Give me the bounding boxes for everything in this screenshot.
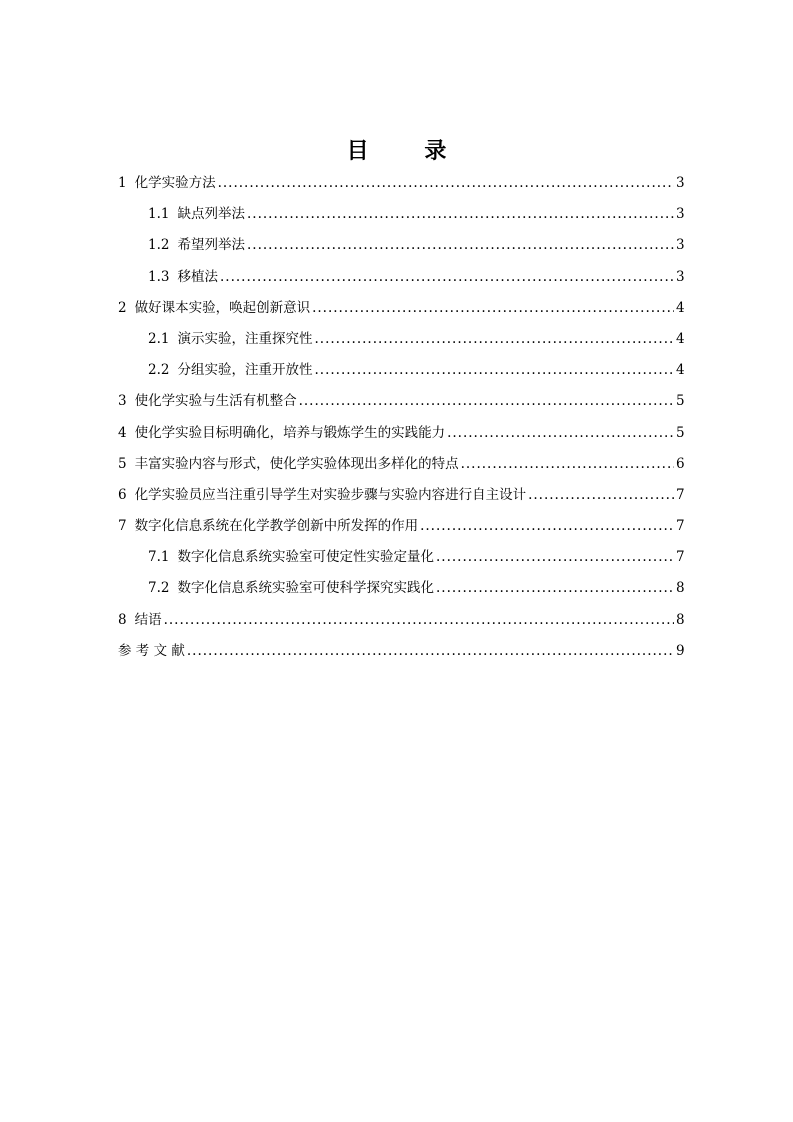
toc-entry-number: 5 — [118, 455, 127, 472]
toc-entry-page: 8 — [676, 611, 685, 628]
toc-entry-label: 分组实验，注重开放性 — [177, 362, 313, 379]
toc-entry-page: 4 — [676, 330, 685, 347]
toc-entry-page: 8 — [676, 580, 685, 597]
toc-entry-number: 7.2 — [148, 580, 170, 597]
toc-entry[interactable] — [118, 171, 684, 202]
toc-entry-page: 7 — [676, 518, 685, 535]
toc-entry-page: 5 — [676, 424, 685, 441]
toc-entry[interactable] — [118, 545, 684, 576]
toc-entry-label: 数字化信息系统在化学教学创新中所发挥的作用 — [134, 518, 419, 535]
toc-entry-page: 7 — [676, 549, 685, 566]
toc-entry-label: 做好课本实验，唤起创新意识 — [134, 299, 311, 316]
dot-leader — [247, 237, 674, 253]
table-of-contents — [118, 171, 684, 670]
dot-leader — [312, 300, 674, 316]
toc-entry-page: 4 — [676, 299, 685, 316]
toc-entry-page: 7 — [676, 486, 685, 503]
toc-entry-number: 6 — [118, 486, 127, 503]
dot-leader — [247, 206, 674, 222]
toc-entry-number: 7.1 — [148, 549, 170, 566]
toc-entry-page: 3 — [676, 237, 685, 254]
dot-leader — [187, 643, 674, 659]
toc-entry-number: 3 — [118, 393, 127, 410]
toc-entry[interactable] — [118, 327, 684, 358]
toc-entry-number: 2.2 — [148, 362, 170, 379]
dot-leader — [528, 487, 674, 503]
dot-leader — [164, 612, 674, 628]
toc-entry-label: 希望列举法 — [177, 237, 245, 254]
toc-entry-number: 8 — [118, 611, 127, 628]
toc-entry[interactable] — [118, 389, 684, 420]
dot-leader — [447, 425, 674, 441]
toc-entry-label: 化学实验员应当注重引导学生对实验步骤与实验内容进行自主设计 — [134, 486, 527, 503]
toc-entry[interactable] — [118, 233, 684, 264]
toc-entry-page: 5 — [676, 393, 685, 410]
dot-leader — [461, 456, 674, 472]
toc-entry-page: 3 — [676, 175, 685, 191]
dot-leader — [436, 580, 674, 596]
toc-entry-page: 6 — [676, 455, 685, 472]
toc-entry-number: 1.1 — [148, 206, 170, 223]
toc-entry-label: 数字化信息系统实验室可使定性实验定量化 — [177, 549, 434, 566]
toc-entry-number: 4 — [118, 424, 127, 441]
toc-entry[interactable] — [118, 296, 684, 327]
toc-entry[interactable] — [118, 639, 684, 670]
toc-entry[interactable] — [118, 483, 684, 514]
toc-entry-label: 移植法 — [177, 268, 218, 285]
toc-title: 目 录 — [346, 139, 471, 164]
dot-leader — [314, 362, 674, 378]
dot-leader — [436, 549, 674, 565]
toc-entry-page: 9 — [676, 642, 685, 659]
toc-entry-number: 1.2 — [148, 237, 170, 254]
toc-entry-page: 3 — [676, 268, 685, 285]
toc-entry-number: 2 — [118, 299, 127, 316]
toc-entry-number: 1 — [118, 175, 127, 191]
toc-entry-number: 2.1 — [148, 330, 170, 347]
toc-entry-label: 演示实验，注重探究性 — [177, 330, 313, 347]
toc-entry-label: 参 考 文 献 — [118, 642, 185, 659]
toc-entry[interactable] — [118, 421, 684, 452]
toc-entry[interactable] — [118, 452, 684, 483]
toc-entry[interactable] — [118, 265, 684, 296]
dot-leader — [218, 175, 674, 191]
toc-entry[interactable] — [118, 608, 684, 639]
dot-leader — [299, 393, 674, 409]
toc-entry-label: 缺点列举法 — [177, 206, 245, 223]
toc-entry[interactable] — [118, 202, 684, 233]
dot-leader — [220, 269, 674, 285]
toc-entry[interactable] — [118, 358, 684, 389]
toc-entry-label: 使化学实验与生活有机整合 — [134, 393, 297, 410]
toc-entry-number: 7 — [118, 518, 127, 535]
toc-entry-label: 数字化信息系统实验室可使科学探究实践化 — [177, 580, 434, 597]
dot-leader — [314, 331, 674, 347]
toc-entry-number: 1.3 — [148, 268, 170, 285]
toc-entry-page: 3 — [676, 206, 685, 223]
toc-entry[interactable] — [118, 576, 684, 607]
toc-entry-label: 使化学实验目标明确化，培养与锻炼学生的实践能力 — [134, 424, 446, 441]
toc-entry[interactable] — [118, 514, 684, 545]
toc-entry-label: 结语 — [134, 611, 162, 628]
toc-entry-label: 丰富实验内容与形式，使化学实验体现出多样化的特点 — [134, 455, 459, 472]
dot-leader — [420, 518, 674, 534]
toc-entry-label: 化学实验方法 — [134, 175, 216, 191]
toc-entry-page: 4 — [676, 362, 685, 379]
